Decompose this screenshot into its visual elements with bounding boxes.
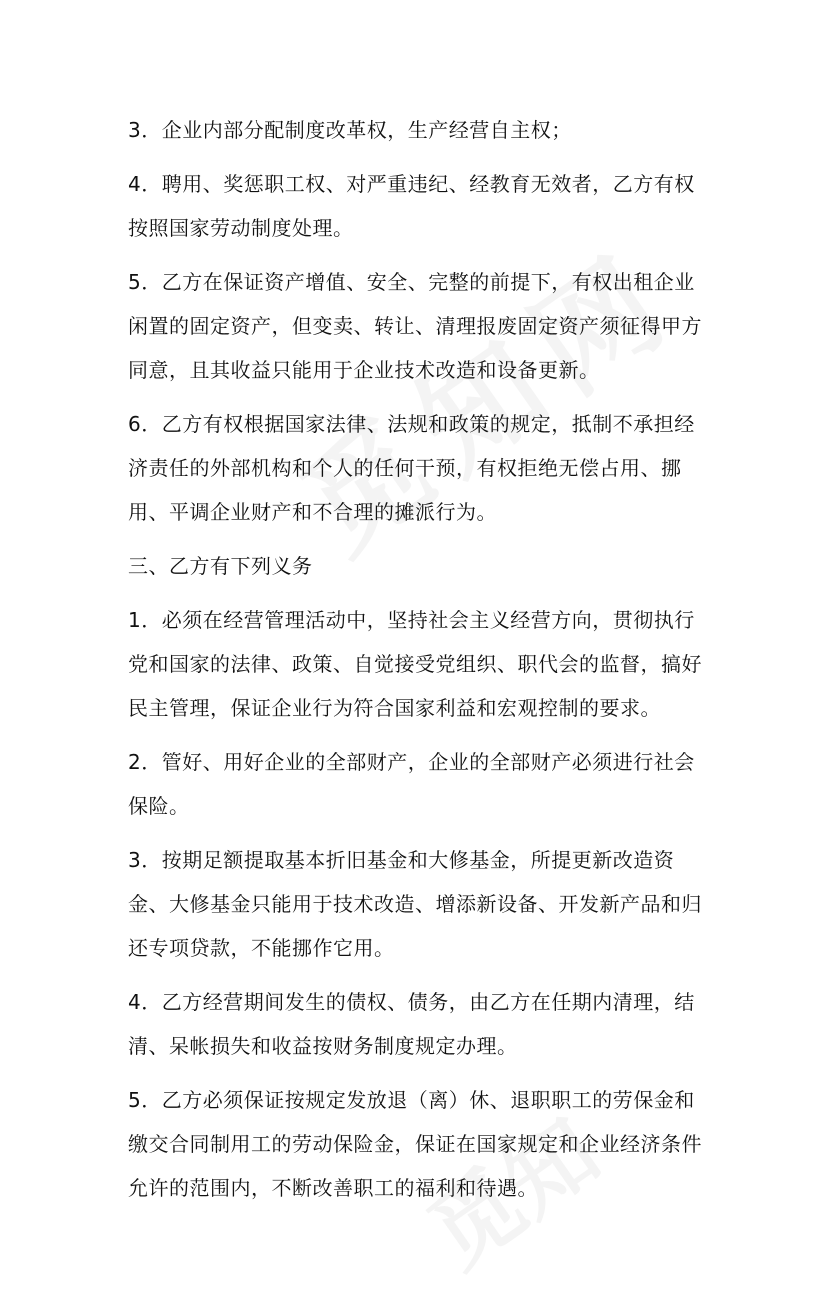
paragraph-item-3-rights: 3．企业内部分配制度改革权，生产经营自主权； xyxy=(128,118,572,142)
paragraph-obligation-4: 4．乙方经营期间发生的债权、债务，由乙方在任期内清理，结清、呆帐损失和收益按财务制度规定办理。 xyxy=(128,990,695,1058)
section-heading-obligations: 三、乙方有下列义务 xyxy=(128,554,313,578)
paragraph-obligation-5: 5．乙方必须保证按规定发放退（离）休、退职职工的劳保金和缴交合同制用工的劳动保险金，保证在国家规定和企业经济条件允许的范围内，不断改善职工的福利和待遇。 xyxy=(128,1088,702,1200)
paragraph-item-6-rights: 6．乙方有权根据国家法律、法规和政策的规定，抵制不承担经济责任的外部机构和个人的任何干预，有权拒绝无偿占用、挪用、平调企业财产和不合理的摊派行为。 xyxy=(128,412,695,524)
paragraph-obligation-3: 3．按期足额提取基本折旧基金和大修基金，所提更新改造资金、大修基金只能用于技术改造、增添新设备、开发新产品和归还专项贷款，不能挪作它用。 xyxy=(128,848,702,960)
paragraph-item-5-rights: 5．乙方在保证资产增值、安全、完整的前提下，有权出租企业闲置的固定资产，但变卖、转让、清理报废固定资产须征得甲方同意，且其收益只能用于企业技术改造和设备更新。 xyxy=(128,270,702,382)
paragraph-item-4-rights: 4．聘用、奖惩职工权、对严重违纪、经教育无效者，乙方有权按照国家劳动制度处理。 xyxy=(128,172,695,240)
paragraph-obligation-1: 1．必须在经营管理活动中，坚持社会主义经营方向，贯彻执行党和国家的法律、政策、自觉接受党组织、职代会的监督，搞好民主管理，保证企业行为符合国家利益和宏观控制的要求。 xyxy=(128,608,702,720)
document-body xyxy=(128,108,708,1220)
paragraph-obligation-2: 2．管好、用好企业的全部财产，企业的全部财产必须进行社会保险。 xyxy=(128,750,695,818)
